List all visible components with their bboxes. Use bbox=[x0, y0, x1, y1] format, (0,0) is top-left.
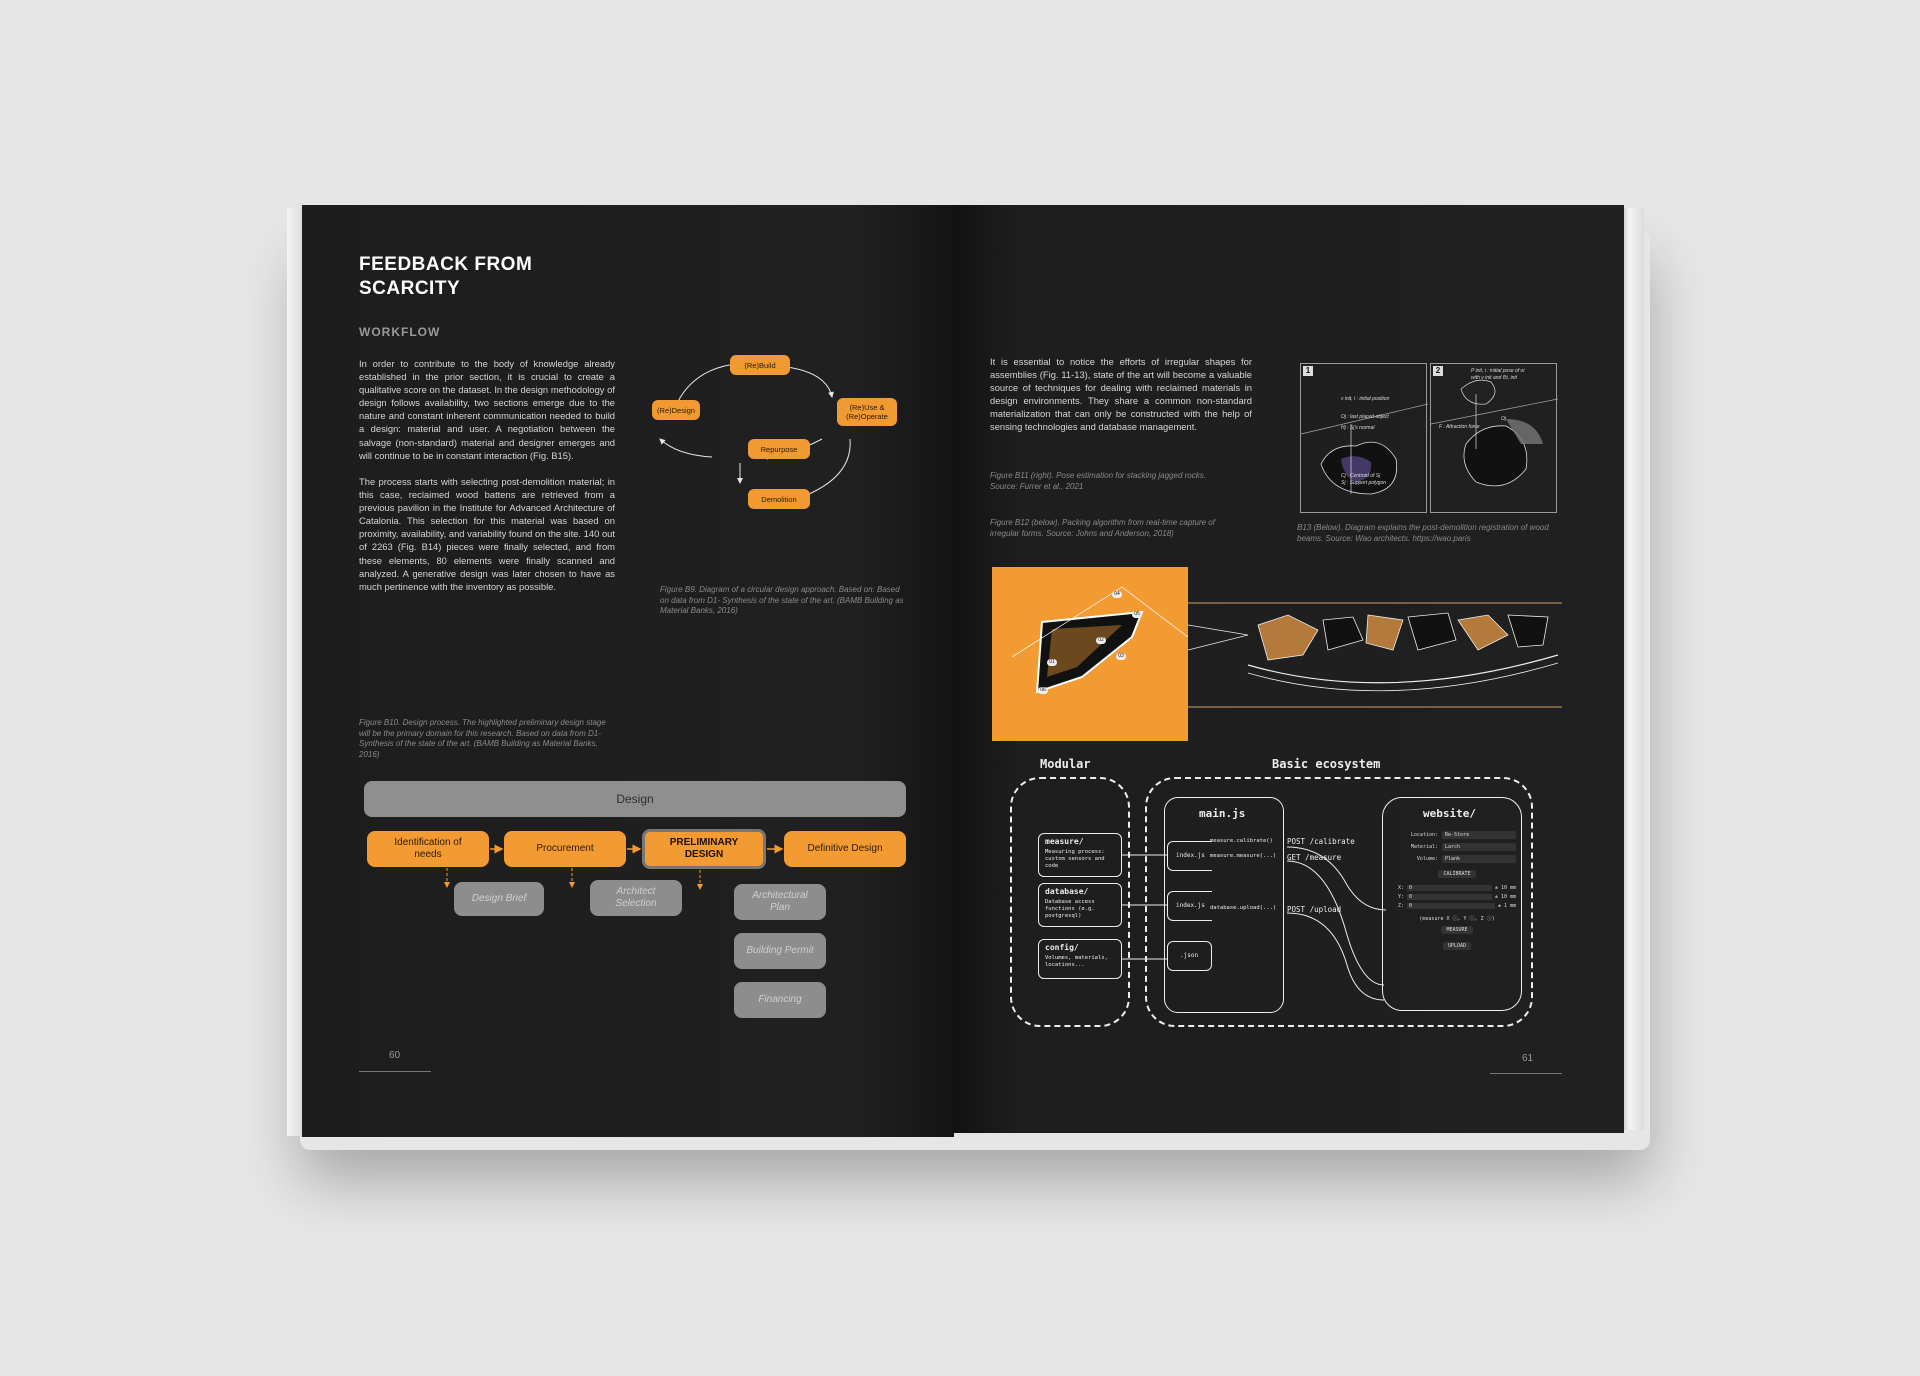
architectural-plan-box: Architectural Plan bbox=[734, 884, 826, 920]
panel-index: 1 bbox=[1303, 366, 1313, 376]
measure-hint: (measure X ⓘ, Y ⓘ, Z ⓘ) bbox=[1419, 916, 1495, 922]
module-name: measure/ bbox=[1045, 837, 1084, 846]
packing-scan-figure bbox=[992, 567, 1188, 741]
panel-index: 2 bbox=[1433, 366, 1443, 376]
module-name: config/ bbox=[1045, 943, 1079, 952]
preliminary-design-box: PRELIMINARY DESIGN bbox=[642, 829, 766, 869]
ecosystem-connectors bbox=[1122, 825, 1432, 1005]
config-file: .json bbox=[1167, 941, 1212, 971]
cycle-arrow bbox=[660, 439, 712, 457]
module-name: database/ bbox=[1045, 887, 1089, 896]
cycle-node-demolition: Demolition bbox=[748, 489, 810, 509]
architect-selection-box: Architect Selection bbox=[590, 880, 682, 916]
design-brief-box: Design Brief bbox=[454, 882, 544, 916]
financing-box: Financing bbox=[734, 982, 826, 1018]
scan-marker: 06 bbox=[1038, 687, 1048, 694]
config-module bbox=[1038, 939, 1122, 979]
cycle-arrow bbox=[787, 367, 832, 397]
cycle-node-repurpose: Repurpose bbox=[748, 439, 810, 459]
process-paragraph: The process starts with selecting post-demolition material; in this case, reclaimed wood battens are retrieved from a previous pavilion in the Institute for Advanced Architecture of Catalonia. This selection for this material was based on proximity, availability, and variability found on the site. 140 out of 2263 (Fig. B14) pieces were finally selected, and from these elements, 80 elements were finally scanned and analyzed. A generative design was later chosen to have as much pertinence with the inventory as possible. bbox=[359, 476, 615, 592]
scan-marker: 05 bbox=[1132, 611, 1142, 618]
modular-title: Modular bbox=[1040, 757, 1091, 771]
figure-b13-caption: B13 (Below). Diagram explains the post-demolition registration of wood beams. Source: Wao architects. https://wao.paris bbox=[1297, 523, 1549, 543]
y-input[interactable]: 0 bbox=[1407, 894, 1492, 900]
panel-1-labels: v init, i : initial position Oj : last placed object Hj : Sj's normal Cj : Centroid of Sj Sj : Support polygon bbox=[1341, 396, 1390, 486]
rock-panel-2 bbox=[1430, 363, 1557, 513]
scan-outline bbox=[992, 567, 1188, 741]
cycle-node-rebuild: (Re)Build bbox=[730, 355, 790, 375]
route-upload: POST /upload bbox=[1287, 905, 1342, 914]
measure-file: index.js bbox=[1167, 841, 1212, 871]
packing-strip-illustration bbox=[1188, 595, 1562, 715]
scan-marker: 04 bbox=[1112, 591, 1122, 598]
figure-b11-caption: Figure B11 (right). Pose estimation for stacking jagged rocks. Source: Furrer et al., 2021 bbox=[990, 471, 1206, 491]
definitive-design-box: Definitive Design bbox=[784, 831, 906, 867]
module-desc: Measuring process: custom sensors and code bbox=[1045, 849, 1105, 869]
right-page bbox=[952, 205, 1624, 1133]
website-form: Location: Re-Store Material: Larch Volume: Plank CALIBRATE X: 0 ± 10 mm Y: 0 ± 10 mm Z: 0 ± 1 mm (measure X ⓘ, Y ⓘ, Z ⓘ) MEASURE UPLOAD bbox=[1398, 832, 1516, 949]
basic-ecosystem-title: Basic ecosystem bbox=[1272, 757, 1381, 771]
figure-b12-caption: Figure B12 (below). Packing algorithm from real-time capture of irregular forms. Source: Johns and Anderson, 2018) bbox=[990, 518, 1215, 538]
volume-select[interactable]: Plank bbox=[1442, 855, 1516, 863]
measure-module bbox=[1038, 833, 1122, 877]
page-title: FEEDBACK FROM SCARCITY bbox=[359, 254, 533, 299]
measure-button[interactable]: MEASURE bbox=[1441, 926, 1472, 934]
z-input[interactable]: 0 bbox=[1407, 903, 1495, 909]
call-measure: measure.measure(...) bbox=[1210, 853, 1277, 859]
object-label: Oj bbox=[1501, 416, 1506, 422]
database-file: index.js bbox=[1167, 891, 1212, 921]
scan-marker: 01 bbox=[1047, 659, 1057, 666]
location-select[interactable]: Re-Store bbox=[1442, 831, 1516, 839]
intro-paragraph: In order to contribute to the body of knowledge already established in the prior section, it is crucial to create a qualitative score on the dataset. In the design methodology of design follows availability, two sections emerge due to the nature and constant inherent communication needed to build a design: material and user. A negotiation between the salvage (non-standard) material and designer emerges and will continue to be in constant interaction (Fig. B15). bbox=[359, 358, 615, 461]
irregular-shapes-paragraph: It is essential to notice the efforts of irregular shapes for assemblies (Fig. 11-13), state of the art will become a valuable source of techniques for dealing with reclaimed materials in design environments. They share a common non-standard materialization that can only be constructed with the help of sensing technologies and database management. bbox=[990, 356, 1252, 433]
folio-rule bbox=[359, 1071, 431, 1072]
module-desc: Database access functions (e.g. postgresql) bbox=[1045, 899, 1095, 919]
identification-of-needs-box: Identification of needs bbox=[367, 831, 489, 867]
attraction-force-label: F : Attraction force bbox=[1439, 424, 1480, 430]
module-desc: Volumes, materials, locations... bbox=[1045, 955, 1108, 968]
route-calibrate: POST /calibrate bbox=[1287, 837, 1355, 846]
call-upload: database.upload(...) bbox=[1210, 905, 1277, 911]
main-js-title: main.js bbox=[1199, 807, 1246, 820]
upload-button[interactable]: UPLOAD bbox=[1443, 942, 1471, 950]
cycle-node-redesign: (Re)Design bbox=[652, 400, 700, 420]
rock-panel-1 bbox=[1300, 363, 1427, 513]
figure-b9-caption: Figure B9. Diagram of a circular design approach. Based on: Based on data from D1- Synthesis of the state of the art. (BAMB Building as Material Banks, 2016) bbox=[660, 585, 904, 615]
material-select[interactable]: Larch bbox=[1442, 843, 1516, 851]
procurement-box: Procurement bbox=[504, 831, 626, 867]
x-input[interactable]: 0 bbox=[1407, 885, 1492, 891]
route-measure: GET /measure bbox=[1287, 853, 1342, 862]
folio-rule bbox=[1490, 1073, 1562, 1074]
building-permit-box: Building Permit bbox=[734, 933, 826, 969]
database-module bbox=[1038, 883, 1122, 927]
call-calibrate: measure.calibrate() bbox=[1210, 838, 1273, 844]
page-number-right: 61 bbox=[1522, 1053, 1534, 1064]
panel-2-labels: P init, i : initial pose of oi with v init and Θi, init bbox=[1471, 368, 1525, 381]
circular-design-diagram bbox=[622, 355, 862, 575]
website-title: website/ bbox=[1423, 807, 1476, 820]
calibrate-button[interactable]: CALIBRATE bbox=[1438, 870, 1475, 878]
design-bar: Design bbox=[364, 781, 906, 817]
scan-marker: 03 bbox=[1116, 653, 1126, 660]
page-number-left: 60 bbox=[389, 1050, 401, 1061]
cycle-node-reuse: (Re)Use & (Re)Operate bbox=[837, 398, 897, 426]
section-subtitle: WORKFLOW bbox=[359, 325, 441, 339]
left-page bbox=[302, 205, 954, 1137]
figure-b10-caption: Figure B10. Design process. The highlighted preliminary design stage will be the primary domain for this research. Based on data from D1- Synthesis of the state of the art. (BAMB Building as Material Banks, 2016) bbox=[359, 718, 606, 759]
scan-marker: 02 bbox=[1096, 637, 1106, 644]
